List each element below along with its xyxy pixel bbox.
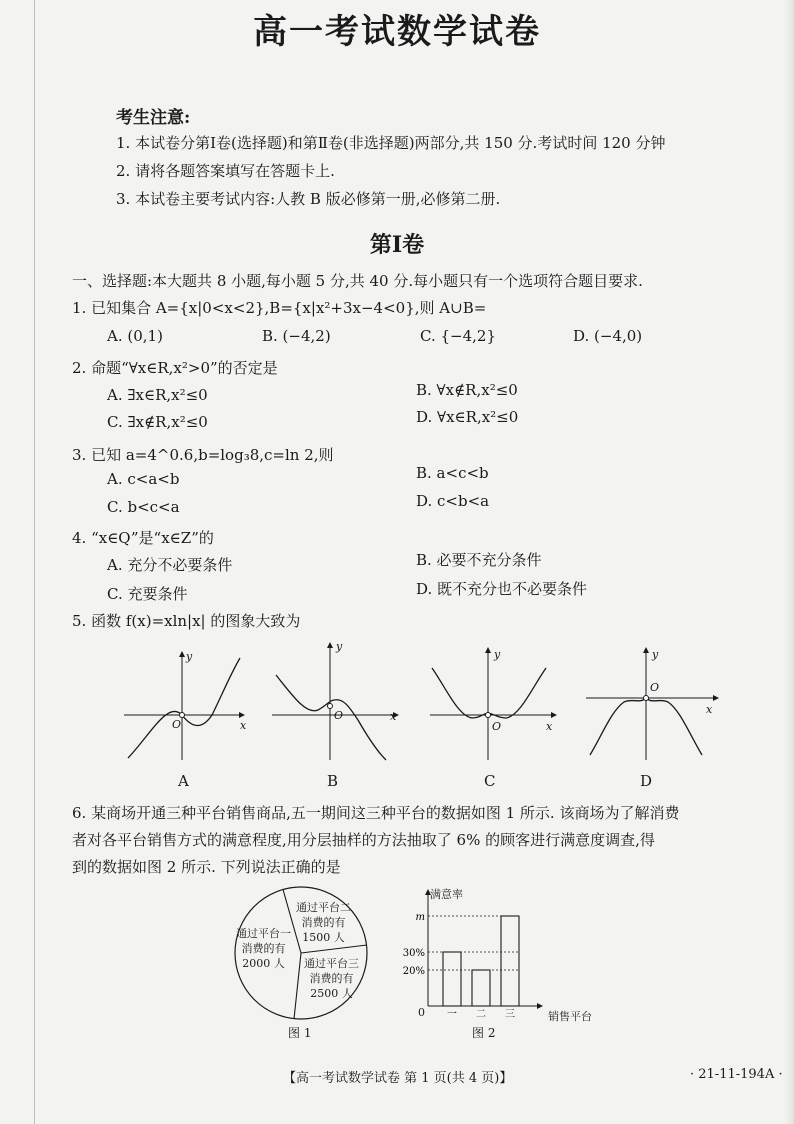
section-title: 第Ⅰ卷 [369,232,425,258]
question-6-line-3: 到的数据如图 2 所示. 下列说法正确的是 [72,858,341,876]
fig2-bar-2 [472,970,490,1006]
fig1-sector-1-line-2: 消费的有 [241,942,286,955]
page-edge-line [34,0,35,1124]
question-1-stem: 1. 已知集合 A={x|0<x<2},B={x|x²+3x−4<0},则 A∪B= [72,299,487,317]
question-4-option-a: A. 充分不必要条件 [107,556,233,574]
graph-d-origin-label: O [650,681,660,694]
fig1-sector-1-line-1: 通过平台一 [236,927,291,940]
graph-b-origin-hole [328,704,333,709]
fig1-sector-3-line-1: 通过平台三 [304,957,359,970]
graph-d [586,648,718,760]
graph-c-y-label: y [494,648,501,661]
fig1-sector-divider-3 [294,953,301,1019]
question-1-option-d: D. (−4,0) [573,327,643,345]
graph-c-origin-hole [486,713,491,718]
graph-d-x-label: x [706,703,713,716]
question-6-line-1: 6. 某商场开通三种平台销售商品,五一期间这三种平台的数据如图 1 所示. 该商场为了解消费 [72,804,680,822]
graph-d-y-label: y [652,648,659,661]
question-4-option-b: B. 必要不充分条件 [416,551,542,569]
graph-b-y-label: y [336,640,343,653]
fig2-bar-chart [402,884,610,1024]
question-4-option-d: D. 既不充分也不必要条件 [416,580,588,598]
question-2-stem: 2. 命题“∀x∈R,x²>0”的否定是 [72,359,278,377]
question-1-option-a: A. (0,1) [107,327,163,345]
graph-a [124,652,247,760]
graph-c-caption: C [484,772,496,790]
graph-a-caption: A [178,772,189,790]
fig1-sector-1-line-3: 2000 人 [242,957,285,970]
graph-c-x-label: x [546,720,553,733]
question-2-option-d: D. ∀x∈R,x²≤0 [416,408,519,426]
fig1-sector-2-line-2: 消费的有 [301,916,346,929]
fig2-category-label: 二 [476,1009,486,1020]
fig1-sector-2-line-3: 1500 人 [302,931,345,944]
graph-a-origin-hole [180,713,185,718]
question-4-option-c: C. 充要条件 [107,585,188,603]
notice-item-3: 3. 本试卷主要考试内容:人教 B 版必修第一册,必修第二册. [116,190,501,208]
notice-item-2: 2. 请将各题答案填写在答题卡上. [116,162,335,180]
fig1-sector-2-label [296,900,351,945]
fig2-y-axis-label: 满意率 [430,888,463,901]
graph-d-caption: D [640,772,653,790]
question-3-stem: 3. 已知 a=4^0.6,b=log₃8,c=ln 2,则 [72,446,334,464]
question-3-option-b: B. a<c<b [416,464,489,482]
graph-b [272,643,398,760]
notice-item-1: 1. 本试卷分第Ⅰ卷(选择题)和第Ⅱ卷(非选择题)两部分,共 150 分.考试时间 120 分钟 [116,134,666,152]
graph-b-caption: B [327,772,339,790]
fig1-caption: 图 1 [288,1026,312,1040]
graph-b-x-label: x [390,710,397,723]
graph-a-y-label: y [186,650,193,663]
question-2-option-c: C. ∃x∉R,x²≤0 [107,413,208,431]
question-6-line-2: 者对各平台销售方式的满意程度,用分层抽样的方法抽取了 6% 的顾客进行满意度调查,得 [72,831,655,849]
graph-a-curve [128,658,240,758]
page-shadow [784,0,794,1124]
question-5-stem: 5. 函数 f(x)=xln|x| 的图象大致为 [72,612,301,630]
graph-a-x-label: x [240,719,247,732]
fig2-origin-label: 0 [418,1006,425,1019]
question-1-option-c: C. {−4,2} [420,327,496,345]
graph-c [430,648,556,760]
question-3-option-d: D. c<b<a [416,492,490,510]
graph-d-origin-hole [644,696,649,701]
fig2-y-tick-label: m [415,912,425,923]
fig1-sector-3-line-2: 消费的有 [309,972,354,985]
fig2-category-label: 一 [447,1009,457,1020]
question-3-option-c: C. b<c<a [107,498,180,516]
fig1-sector-3-label [304,956,359,1001]
fig1-sector-3-line-3: 2500 人 [310,987,353,1000]
function-graph-options [0,640,794,790]
fig2-caption: 图 2 [472,1026,496,1040]
fig1-sector-divider-2 [301,945,367,953]
question-3-option-a: A. c<a<b [107,470,180,488]
page-title: 高一考试数学试卷 [253,12,541,52]
fig2-x-axis-label: 销售平台 [548,1010,592,1023]
fig2-y-tick-label: 30% [402,948,425,959]
question-4-stem: 4. “x∈Q”是“x∈Z”的 [72,529,214,547]
fig2-category-label: 三 [505,1009,515,1020]
notice-heading: 考生注意: [116,108,191,128]
part-heading: 一、选择题:本大题共 8 小题,每小题 5 分,共 40 分.每小题只有一个选项符合题目要求. [72,272,643,290]
question-2-option-b: B. ∀x∉R,x²≤0 [416,381,518,399]
graph-a-origin-label: O [172,718,182,731]
footer-code: · 21-11-194A · [690,1067,783,1082]
fig2-y-tick-label: 20% [402,966,425,977]
footer-page-info: 【高一考试数学试卷 第 1 页(共 4 页)】 [283,1071,513,1086]
graph-c-origin-label: O [492,720,502,733]
graph-b-origin-label: O [334,709,344,722]
fig1-sector-2-line-1: 通过平台二 [296,901,351,914]
question-1-option-b: B. (−4,2) [262,327,331,345]
question-2-option-a: A. ∃x∈R,x²≤0 [107,386,208,404]
graph-b-curve [276,675,386,760]
fig2-bar-3 [501,916,519,1006]
fig2-bar-1 [443,952,461,1006]
graph-c-curve [432,668,546,718]
fig1-sector-1-label [236,926,291,971]
